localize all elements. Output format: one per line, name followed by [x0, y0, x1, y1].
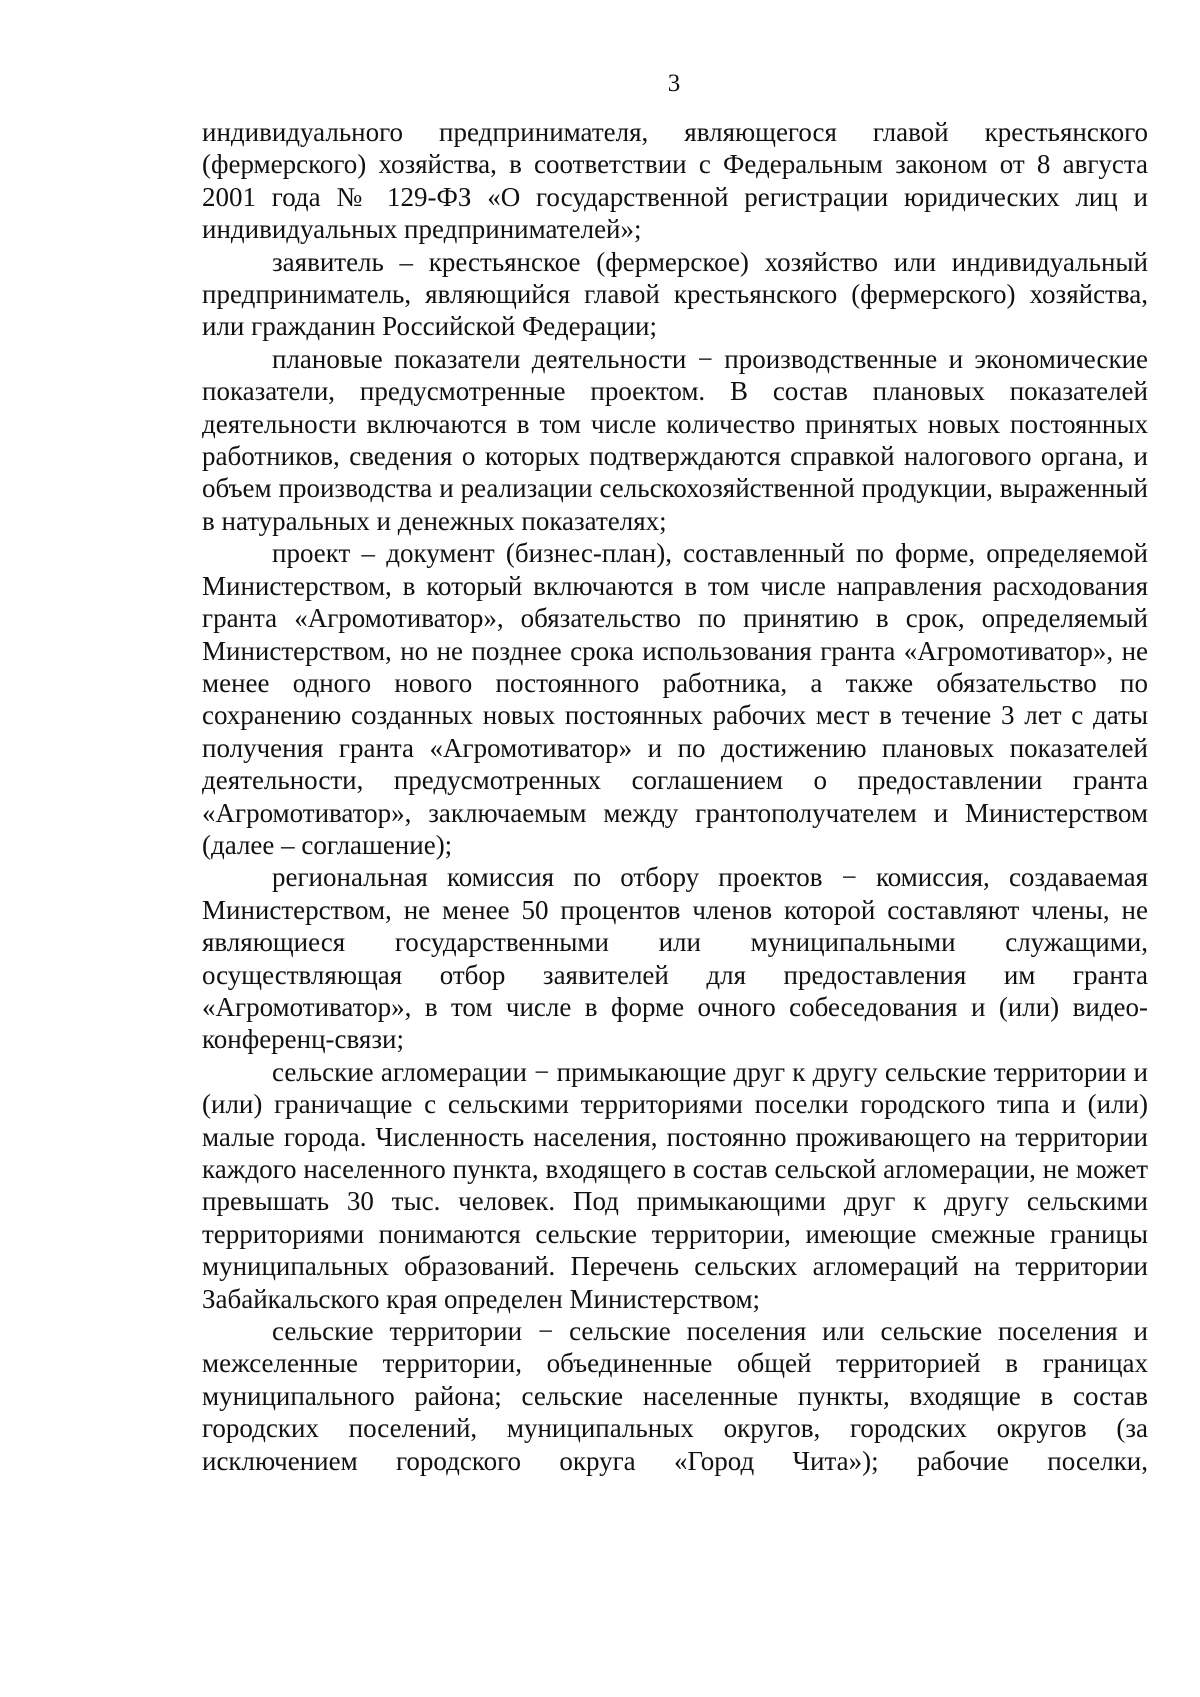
paragraph-definition-regional-commission: региональная комиссия по отбору проектов − комиссия, создаваемая Министерством, не менее 50 процентов членов которой составляют члены, не являющиеся государственными или муниципальными служащими, осуществляющая отбор заявителей для предоставления им гранта «Агромотиватор», в том числе в форме очного собеседования и (или) видео-конференц-связи;	[202, 862, 1148, 1055]
page-number: 3	[667, 70, 681, 97]
paragraph-definition-project: проект – документ (бизнес-план), составленный по форме, определяемой Министерством, в который включаются в том числе направления расходования гранта «Агромотиватор», обязательство по принятию в срок, определяемый Министерством, но не позднее срока использования гранта «Агромотиватор», не менее одного нового постоянного работника, а также обязательство по сохранению созданных новых постоянных рабочих мест в течение 3 лет с даты получения гранта «Агромотиватор» и по достижению плановых показателей деятельности, предусмотренных соглашением о предоставлении гранта «Агромотиватор», заключаемым между грантополучателем и Министерством (далее – соглашение);	[202, 538, 1148, 860]
paragraph-definition-applicant: заявитель – крестьянское (фермерское) хозяйство или индивидуальный предприниматель, являющийся главой крестьянского (фермерского) хозяйства, или гражданин Российской Федерации;	[202, 246, 1148, 342]
paragraph-continuation: индивидуального предпринимателя, являющегося главой крестьянского (фермерского) хозяйства, в соответствии с Федеральным законом от 8 августа 2001 года № 129-ФЗ «О государственной регистрации юридических лиц и индивидуальных предпринимателей»;	[202, 117, 1148, 245]
paragraph-definition-planned-indicators: плановые показатели деятельности − производственные и экономические показатели, предусмотренные проектом. В состав плановых показателей деятельности включаются в том числе количество принятых новых постоянных работников, сведения о которых подтверждаются справкой налогового органа, и объем производства и реализации сельскохозяйственной продукции, выраженный в натуральных и денежных показателях;	[202, 343, 1148, 536]
document-body	[202, 116, 1148, 1477]
paragraph-definition-rural-territories: сельские территории − сельские поселения или сельские поселения и межселенные территории, объединенные общей территорией в границах муниципального района; сельские населенные пункты, входящие в состав городских поселений, муниципальных округов, городских округов (за исключением городского округа «Город Чита»); рабочие поселки,	[202, 1316, 1148, 1476]
paragraph-definition-rural-agglomerations: сельские агломерации − примыкающие друг к другу сельские территории и (или) граничащие с сельскими территориями поселки городского типа и (или) малые города. Численность населения, постоянно проживающего на территории каждого населенного пункта, входящего в состав сельской агломерации, не может превышать 30 тыс. человек. Под примыкающими друг к другу сельскими территориями понимаются сельские территории, имеющие смежные границы муниципальных образований. Перечень сельских агломераций на территории Забайкальского края определен Министерством;	[202, 1056, 1148, 1314]
